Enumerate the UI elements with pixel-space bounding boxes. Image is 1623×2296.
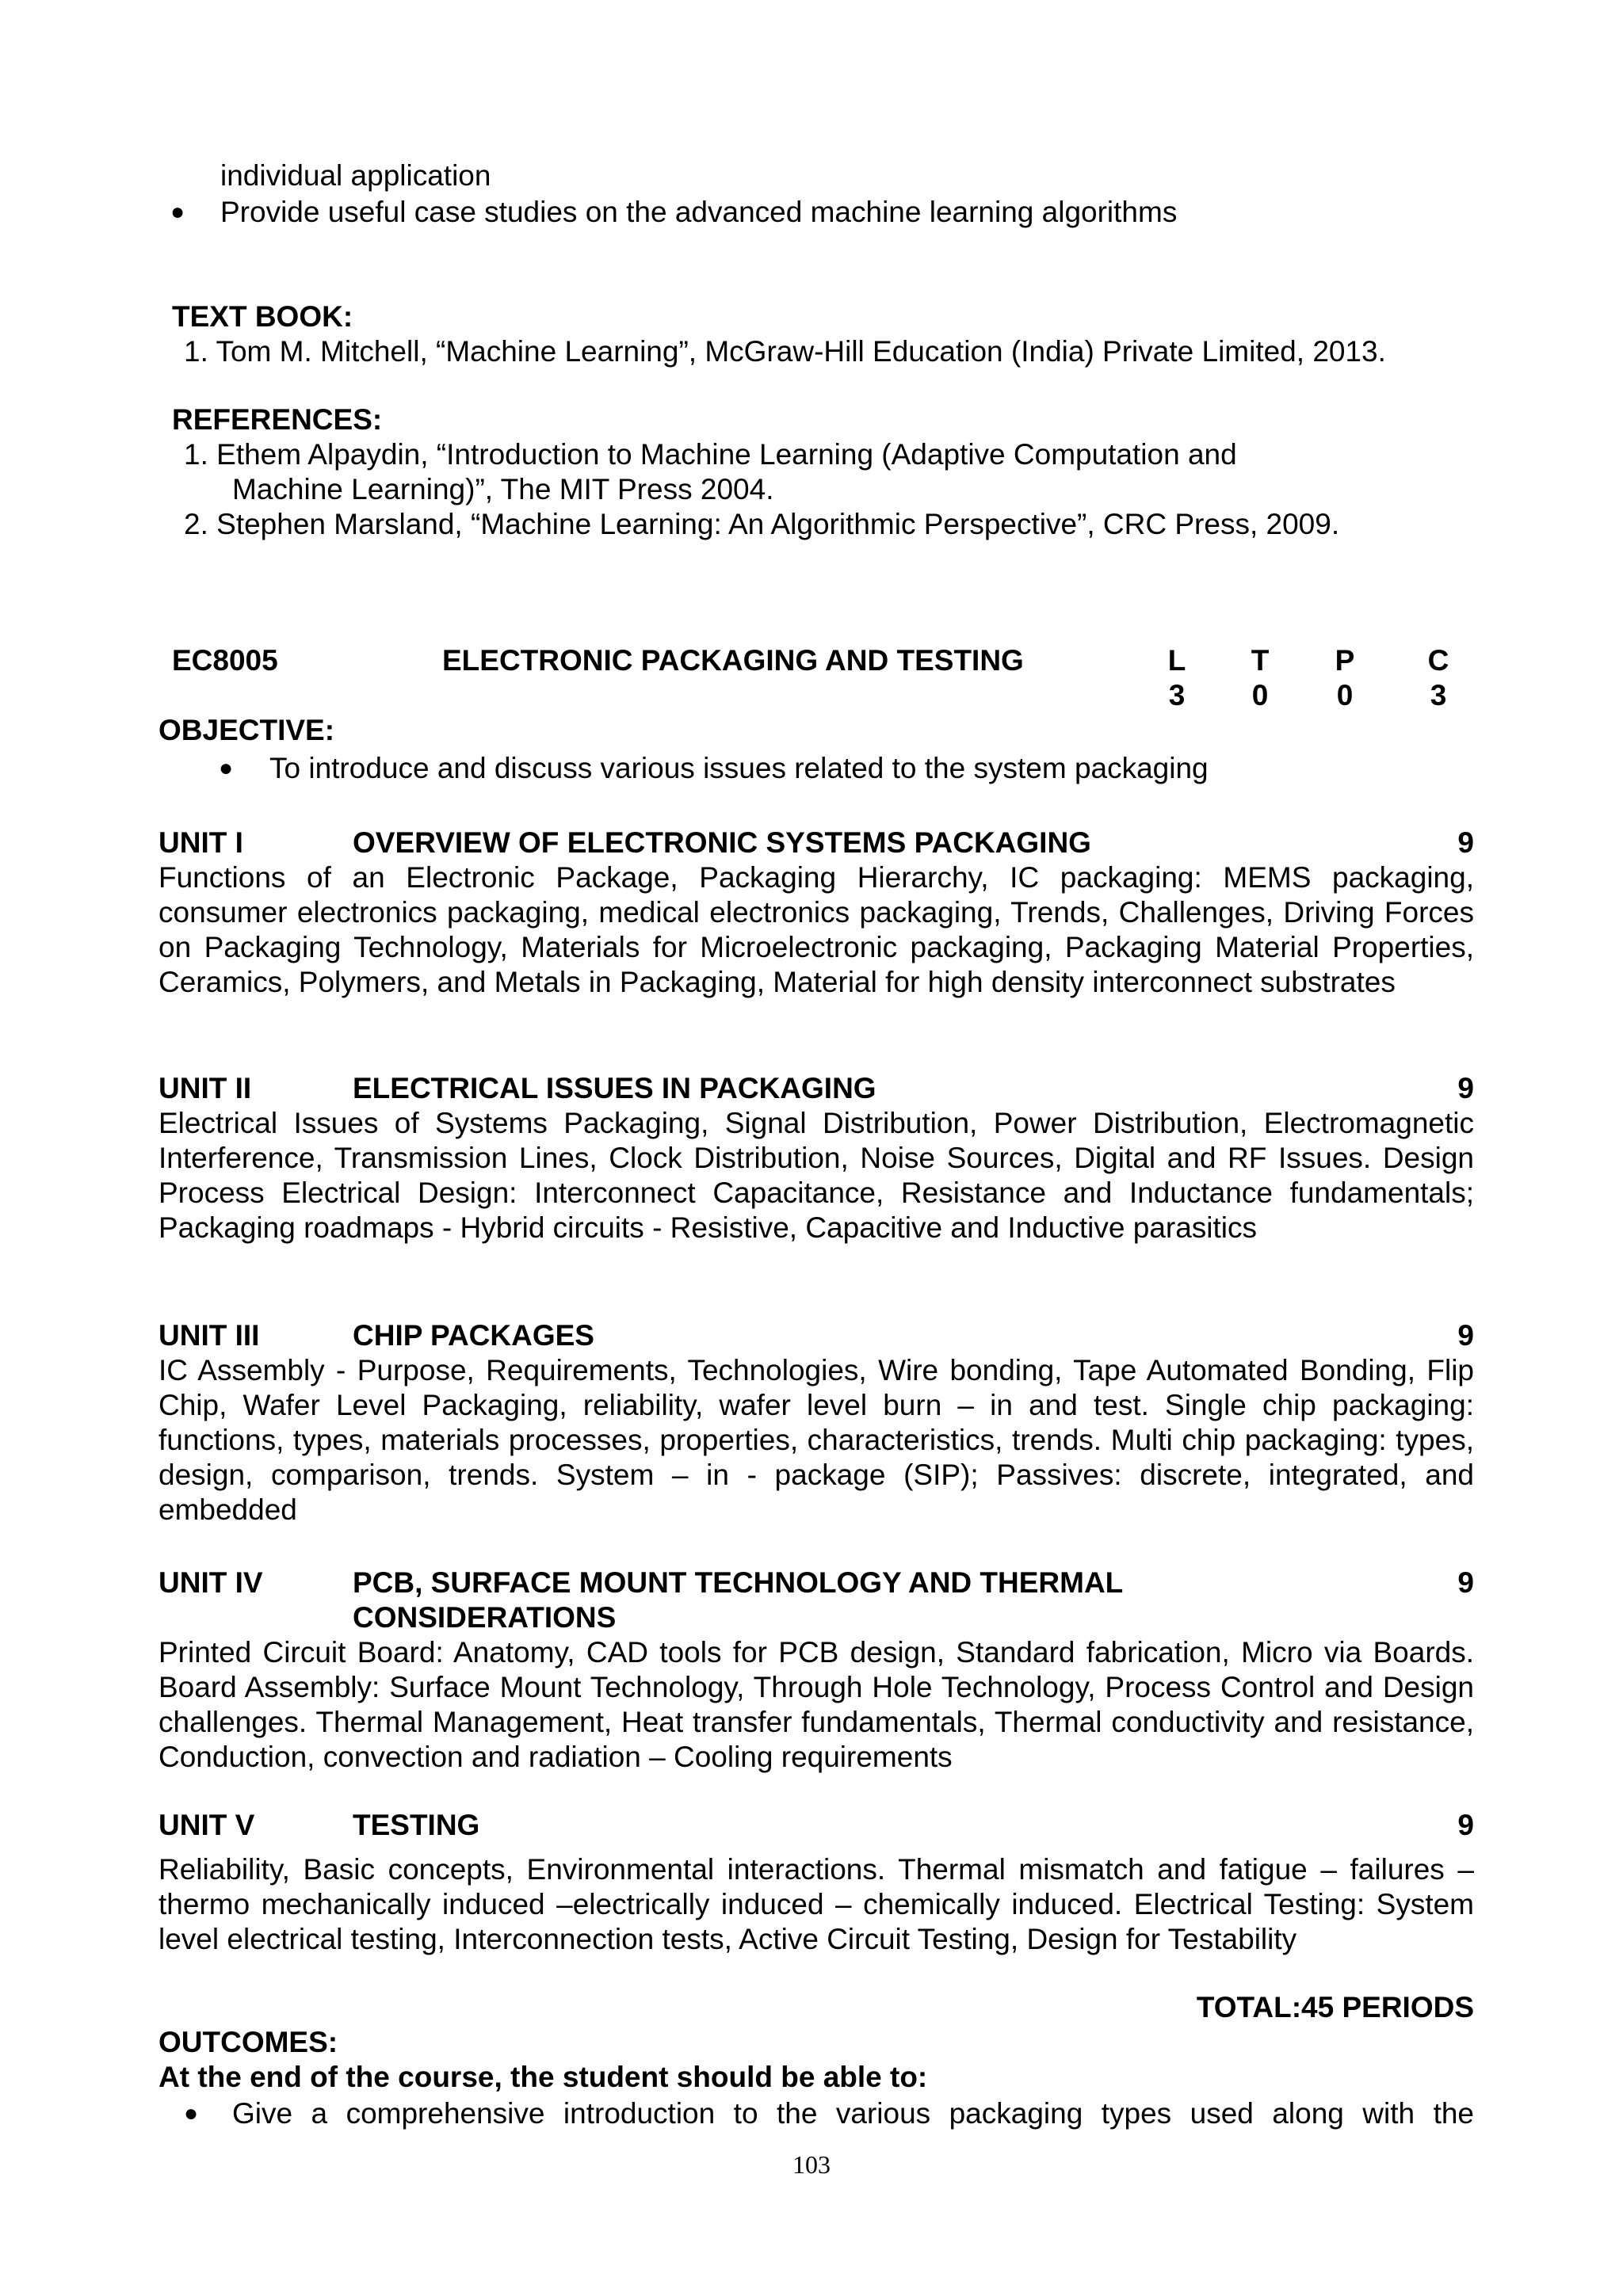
objective-item: To introduce and discuss various issues related to the system packaging — [269, 752, 1209, 784]
ltpc-value-l: 3 — [1168, 679, 1186, 711]
references-heading: REFERENCES: — [172, 403, 383, 436]
reference-item: 2. Stephen Marsland, “Machine Learning: An Algorithmic Perspective”, CRC Press, 2009. — [184, 508, 1340, 540]
text-book-item: 1. Tom M. Mitchell, “Machine Learning”, McGraw-Hill Education (India) Private Limited, 2013. — [184, 335, 1386, 368]
unit-hours: 9 — [1457, 1566, 1474, 1599]
unit-code: UNIT V — [158, 1809, 255, 1841]
bullet-icon: ● — [170, 199, 185, 225]
outcomes-subheading: At the end of the course, the student should be able to: — [158, 2061, 928, 2093]
unit-header — [158, 826, 1474, 860]
ltpc-label-t: T — [1251, 644, 1270, 677]
ltpc-label-p: P — [1335, 644, 1355, 677]
reference-item: 1. Ethem Alpaydin, “Introduction to Machine Learning (Adaptive Computation and — [184, 438, 1237, 471]
ltpc-label-l: L — [1167, 644, 1186, 677]
text-book-heading: TEXT BOOK: — [172, 300, 353, 333]
unit-title: TESTING — [353, 1809, 480, 1841]
ltpc-value-t: 0 — [1251, 679, 1269, 711]
list-continuation: individual application — [220, 159, 491, 192]
unit-body: IC Assembly - Purpose, Requirements, Technologies, Wire bonding, Tape Automated Bonding, Flip Chip, Wafer Level Packaging, reliability, wafer level burn – in and test. Single chip packaging: functions, types, materials processes, properties, characteristics, trends. Multi chip packaging: types, design, comparison, trends. System – in - package (SIP); Passives: discrete, integrated, and embedded — [158, 1354, 1474, 1526]
bullet-icon: ● — [219, 755, 234, 781]
unit-title: ELECTRICAL ISSUES IN PACKAGING — [353, 1072, 876, 1104]
objective-heading: OBJECTIVE: — [158, 714, 335, 746]
unit-code: UNIT IV — [158, 1566, 263, 1599]
course-code: EC8005 — [172, 644, 278, 677]
unit-header — [158, 1808, 1474, 1843]
unit-body: Functions of an Electronic Package, Packaging Hierarchy, IC packaging: MEMS packaging, consumer electronics packaging, medical electronics packaging, Trends, Challenges, Driving Forces on Packaging Technology, Materials for Microelectronic packaging, Packaging Material Properties, Ceramics, Polymers, and Metals in Packaging, Material for high density interconnect substrates — [158, 861, 1474, 998]
unit-body: Electrical Issues of Systems Packaging, Signal Distribution, Power Distribution, Electromagnetic Interference, Transmission Lines, Clock Distribution, Noise Sources, Digital and RF Issues. Design Process Electrical Design: Interconnect Capacitance, Resistance and Inductance fundamentals; Packaging roadmaps - Hybrid circuits - Resistive, Capacitive and Inductive parasitics — [158, 1107, 1474, 1244]
outcomes-heading: OUTCOMES: — [158, 2026, 338, 2058]
unit-code: UNIT I — [158, 826, 243, 859]
list-item: Provide useful case studies on the advanced machine learning algorithms — [220, 196, 1178, 228]
outcome-item: Give a comprehensive introduction to the various packaging types used along with the — [232, 2097, 1474, 2130]
course-title: ELECTRONIC PACKAGING AND TESTING — [442, 644, 1024, 677]
unit-code: UNIT II — [158, 1072, 252, 1104]
unit-hours: 9 — [1457, 1809, 1474, 1841]
unit-hours: 9 — [1457, 1072, 1474, 1104]
unit-header — [158, 1318, 1474, 1353]
ltpc-value-p: 0 — [1336, 679, 1354, 711]
reference-item-continuation: Machine Learning)”, The MIT Press 2004. — [232, 473, 774, 505]
ltpc-value-c: 3 — [1430, 679, 1447, 711]
bullet-icon: ● — [184, 2100, 199, 2126]
page-number: 103 — [792, 2150, 831, 2179]
unit-code: UNIT III — [158, 1319, 260, 1352]
total-periods: TOTAL:45 PERIODS — [1196, 1991, 1474, 2023]
unit-title: PCB, SURFACE MOUNT TECHNOLOGY AND THERMAL CONSIDERATIONS — [353, 1566, 1123, 1634]
unit-body: Printed Circuit Board: Anatomy, CAD tools for PCB design, Standard fabrication, Micro via Boards. Board Assembly: Surface Mount Technology, Through Hole Technology, Process Control and Design challenges. Thermal Management, Heat transfer fundamentals, Thermal conductivity and resistance, Conduction, convection and radiation – Cooling requirements — [158, 1636, 1474, 1773]
unit-hours: 9 — [1457, 1319, 1474, 1352]
unit-body: Reliability, Basic concepts, Environmental interactions. Thermal mismatch and fatigue – failures – thermo mechanically induced –electrically induced – chemically induced. Electrical Testing: System level electrical testing, Interconnection tests, Active Circuit Testing, Design for Testability — [158, 1853, 1474, 1955]
unit-title: CHIP PACKAGES — [353, 1319, 594, 1352]
unit-header — [158, 1071, 1474, 1106]
ltpc-label-c: C — [1427, 644, 1449, 677]
unit-title: OVERVIEW OF ELECTRONIC SYSTEMS PACKAGING — [353, 826, 1091, 859]
unit-hours: 9 — [1457, 826, 1474, 859]
unit-header — [158, 1566, 1474, 1634]
